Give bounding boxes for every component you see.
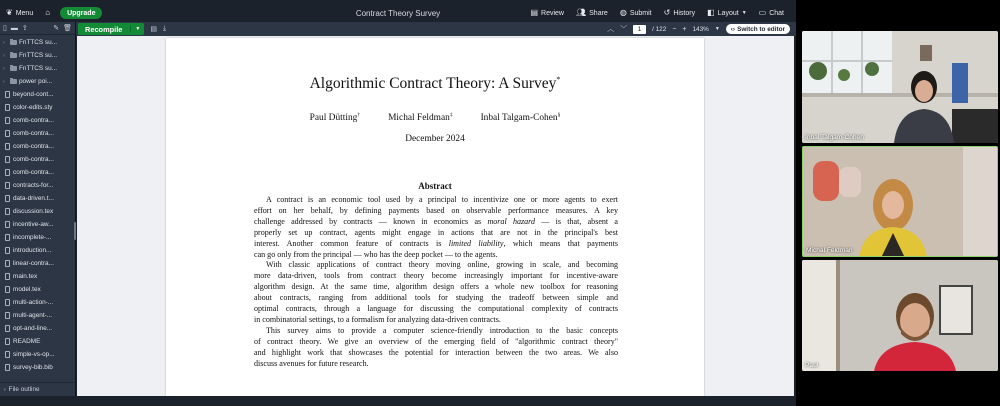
- recompile-button[interactable]: [78, 23, 144, 35]
- abstract-line: With classic applications of contract theory moving online, growing in scale, and becoming: [266, 260, 618, 270]
- abstract-line: interest. Another common feature of contracts is limited liability, which means that payments: [254, 238, 618, 248]
- abstract-heading: Abstract: [418, 181, 452, 191]
- file-tree-file[interactable]: [0, 283, 75, 296]
- menu-label: Menu: [15, 9, 34, 17]
- file-tree-folder[interactable]: [0, 75, 75, 88]
- file-icon: [5, 104, 10, 111]
- author-name: [388, 112, 452, 123]
- share-users-icon: 👥︎: [575, 8, 587, 17]
- file-tree-item-label: data-driven.t...: [13, 195, 54, 202]
- participant-name: Inbal Talgam-Cohen: [805, 134, 864, 141]
- file-outline-toggle[interactable]: [0, 382, 76, 396]
- file-icon: [5, 260, 10, 267]
- file-tree-item-label: comb-contra...: [13, 130, 54, 137]
- file-tree-folder[interactable]: [0, 36, 75, 49]
- menu-button[interactable]: [0, 4, 39, 22]
- total-pages: / 122: [652, 25, 667, 33]
- zoom-chevron-icon[interactable]: ▼: [714, 26, 720, 32]
- home-icon: ⌂: [45, 8, 51, 17]
- delete-trash-icon[interactable]: 🗑︎: [63, 25, 72, 32]
- file-icon: [5, 234, 10, 241]
- participant-tile-inbal[interactable]: [802, 31, 998, 143]
- paper-title-text: Algorithmic Contract Theory: A Survey: [309, 75, 557, 93]
- file-tree-item-label: comb-contra...: [13, 156, 54, 163]
- folder-icon: [10, 53, 17, 58]
- file-list: [0, 35, 75, 374]
- file-icon: [5, 351, 10, 358]
- file-tree-item-label: multi-agent-...: [13, 312, 53, 319]
- file-tree-file[interactable]: [0, 335, 75, 348]
- file-icon: [5, 273, 10, 280]
- abstract-line: discuss avenues for future research.: [254, 358, 369, 368]
- folder-icon: [10, 66, 17, 71]
- participant-video-inbal: [802, 31, 998, 143]
- file-tree-item-label: model.tex: [13, 286, 41, 293]
- file-tree-item-label: comb-contra...: [13, 143, 54, 150]
- file-tree-item-label: FnTTCS su...: [19, 65, 57, 72]
- switch-to-editor-label: Switch to editor: [737, 25, 785, 33]
- previous-page-icon[interactable]: ︿: [607, 26, 615, 33]
- file-tree-file[interactable]: [0, 309, 75, 322]
- file-icon: [5, 338, 10, 345]
- file-tree-file[interactable]: [0, 231, 75, 244]
- file-tree-item-label: multi-action-...: [13, 299, 54, 306]
- globe-icon: ◍: [619, 8, 627, 17]
- file-icon: [5, 91, 10, 98]
- file-tree-file[interactable]: [0, 101, 75, 114]
- file-tree-file[interactable]: [0, 257, 75, 270]
- file-tree-file[interactable]: [0, 296, 75, 309]
- file-tree-item-label: simple-vs-op...: [13, 351, 55, 358]
- file-icon: [5, 364, 10, 371]
- abstract-line: properly set up contract, agents might engage in actions that are not in the principal's best: [254, 227, 618, 237]
- chevron-right-icon: ›: [3, 65, 5, 72]
- file-tree-item-label: contracts-for...: [13, 182, 54, 189]
- abstract-line: more data-driven, tools from contract theory become increasingly important for incentive-aware: [254, 271, 618, 281]
- pdf-page: [166, 38, 704, 396]
- recompile-options-chevron-icon[interactable]: ▼: [130, 26, 144, 32]
- logs-icon[interactable]: ▤: [150, 26, 157, 33]
- abstract-line: about contracts, ranging from additional tools for studying the tradeoff between simple and: [254, 293, 618, 303]
- upgrade-button[interactable]: Upgrade: [60, 7, 102, 19]
- file-tree-file[interactable]: [0, 179, 75, 192]
- file-tree-item-label: discussion.tex: [13, 208, 54, 215]
- layout-icon: ◧: [707, 8, 715, 17]
- file-tree-item-label: opt-and-line...: [13, 325, 53, 332]
- share-label: Share: [589, 9, 608, 17]
- file-tree-item-label: comb-contra...: [13, 117, 54, 124]
- file-tree-item-label: README: [13, 338, 41, 345]
- file-icon: [5, 208, 10, 215]
- file-icon: [5, 117, 10, 124]
- file-icon: [5, 312, 10, 319]
- participant-name: Paul: [805, 362, 819, 369]
- abstract-line: effort on her behalf, by defining payments based on observable performance measures. A key: [254, 205, 618, 215]
- pdf-toolbar: [76, 22, 796, 36]
- paper-title: [166, 75, 704, 93]
- file-tree-file[interactable]: [0, 127, 75, 140]
- file-tree-item-label: survey-bib.bib: [13, 364, 53, 371]
- author-name-text: Michal Feldman: [388, 113, 450, 124]
- new-file-icon[interactable]: ▯: [3, 25, 7, 32]
- participant-video-paul: [802, 260, 998, 371]
- review-button[interactable]: [524, 4, 570, 22]
- file-tree-item-label: introduction...: [13, 247, 52, 254]
- file-tree-file[interactable]: [0, 218, 75, 231]
- file-tree-file[interactable]: [0, 192, 75, 205]
- chat-icon: ▭: [758, 8, 767, 17]
- file-tree-file[interactable]: [0, 114, 75, 127]
- author-name-text: Inbal Talgam-Cohen: [480, 113, 558, 124]
- file-icon: [5, 299, 10, 306]
- author-footnote-mark: ‡: [449, 112, 453, 118]
- file-icon: [5, 130, 10, 137]
- file-tree-item-label: color-edits.sty: [13, 104, 53, 111]
- paper-date: December 2024: [405, 134, 465, 144]
- file-tree-file[interactable]: [0, 361, 75, 374]
- folder-icon: [10, 79, 17, 84]
- file-icon: [5, 325, 10, 332]
- chat-label: Chat: [769, 9, 784, 17]
- file-tree-file[interactable]: [0, 244, 75, 257]
- abstract-line: can go only from the principal — who has the deep pocket — to the agents.: [254, 249, 498, 259]
- history-icon: ↺: [663, 8, 671, 17]
- file-tree-folder[interactable]: [0, 62, 75, 75]
- page-number-input[interactable]: 1: [633, 25, 646, 34]
- zoom-out-icon[interactable]: −: [672, 25, 677, 33]
- participant-name: Michal Feldman: [806, 247, 853, 254]
- layout-button[interactable]: [701, 4, 753, 22]
- file-tree-file[interactable]: [0, 205, 75, 218]
- author-footnote-mark: †: [357, 112, 361, 118]
- file-tree-file[interactable]: [0, 270, 75, 283]
- file-tree-scrollbar[interactable]: [74, 222, 76, 240]
- download-pdf-icon[interactable]: ⤓: [162, 25, 167, 32]
- layout-label: Layout: [717, 9, 739, 17]
- rename-pencil-icon[interactable]: ✎: [53, 25, 60, 32]
- abstract-line: A contract is an economic tool used by a principal to incentivize one or more agents to exert: [266, 195, 618, 204]
- next-page-icon[interactable]: ﹀: [620, 26, 628, 33]
- submit-button[interactable]: [614, 4, 658, 22]
- file-tree-item-label: incomplete-...: [13, 234, 52, 241]
- project-title: Contract Theory Survey: [355, 8, 441, 18]
- top-bar: [0, 4, 796, 22]
- file-outline-label: File outline: [8, 386, 40, 393]
- abstract-line: and highlight work that showcases the potential for interaction between the two areas. We also: [254, 347, 618, 357]
- file-tree-folder[interactable]: [0, 49, 75, 62]
- author-name: [481, 112, 561, 123]
- abstract-body: [254, 195, 618, 370]
- chevron-right-icon: ›: [3, 78, 5, 85]
- file-tree-item-label: incentive-aw...: [13, 221, 54, 228]
- file-tree-file[interactable]: [0, 348, 75, 361]
- title-footnote-mark: *: [556, 75, 561, 84]
- submit-label: Submit: [629, 9, 652, 17]
- review-label: Review: [541, 9, 564, 17]
- participant-tile-michal[interactable]: [802, 146, 998, 257]
- code-brackets-icon: ‹›: [730, 25, 736, 33]
- overleaf-logo-icon: ❦: [6, 8, 13, 17]
- abstract-line: challenge addressed by contracts — known in economics as moral hazard — is that, absent a: [254, 216, 618, 226]
- chat-button[interactable]: [753, 4, 790, 22]
- review-icon: ▤: [530, 8, 539, 17]
- file-icon: [5, 247, 10, 254]
- abstract-line: in combinatorial settings, to a formalism for analyzing data-driven contracts.: [254, 314, 501, 324]
- upload-icon[interactable]: ⇪: [21, 25, 28, 32]
- file-tree-item-label: main.tex: [13, 273, 38, 280]
- file-tree-item-label: FnTTCS su...: [19, 39, 57, 46]
- chevron-down-icon: ▼: [741, 9, 747, 16]
- abstract-line: This survey aims to provide a computer science-friendly introduction to the basic concepts: [266, 325, 618, 335]
- new-folder-icon[interactable]: ▬: [10, 24, 18, 32]
- abstract-line: of contract theory. We give an overview of the emerging field of "algorithmic contract theory": [254, 336, 618, 346]
- abstract-line: optimal contracts, through a language for discussing the computational complexity of contracts: [254, 304, 618, 314]
- file-icon: [5, 286, 10, 293]
- history-button[interactable]: [658, 4, 701, 22]
- file-tree-item-label: comb-contra...: [13, 169, 54, 176]
- file-icon: [5, 169, 10, 176]
- author-name: [310, 112, 360, 123]
- file-tree-file[interactable]: [0, 140, 75, 153]
- file-tree: [0, 22, 76, 396]
- participant-video-michal: [803, 147, 998, 257]
- file-icon: [5, 221, 10, 228]
- author-name-text: Paul Dütting: [309, 113, 358, 124]
- author-list: [166, 112, 704, 123]
- file-tree-item-label: power poi...: [19, 78, 53, 85]
- history-label: History: [673, 9, 696, 17]
- file-icon: [5, 143, 10, 150]
- file-tree-file[interactable]: [0, 153, 75, 166]
- author-footnote-mark: §: [557, 112, 561, 118]
- chevron-right-icon: ›: [4, 386, 6, 393]
- zoom-in-icon[interactable]: +: [682, 25, 687, 33]
- zoom-level[interactable]: 143%: [692, 25, 709, 33]
- abstract-line: algorithm design. At the same time, algorithm design offers a whole new toolbox for reasoning: [254, 282, 618, 292]
- video-call-panel: [796, 0, 1000, 406]
- pdf-viewer[interactable]: [77, 36, 794, 396]
- share-button[interactable]: [570, 4, 614, 22]
- chevron-right-icon: ›: [3, 39, 5, 46]
- recompile-label: Recompile: [85, 24, 123, 34]
- folder-icon: [10, 40, 17, 45]
- file-tree-item-label: beyond-cont...: [13, 91, 54, 98]
- file-tree-file[interactable]: [0, 166, 75, 179]
- file-tree-file[interactable]: [0, 88, 75, 101]
- file-tree-item-label: linear-contra...: [13, 260, 54, 267]
- chevron-right-icon: ›: [3, 52, 5, 59]
- file-icon: [5, 195, 10, 202]
- file-tree-item-label: FnTTCS su...: [19, 52, 57, 59]
- switch-to-editor-button[interactable]: [726, 24, 790, 34]
- participant-tile-paul[interactable]: [802, 260, 998, 371]
- file-tree-toolbar: [0, 22, 75, 35]
- file-icon: [5, 182, 10, 189]
- file-tree-file[interactable]: [0, 322, 75, 335]
- home-button[interactable]: [39, 4, 56, 22]
- file-icon: [5, 156, 10, 163]
